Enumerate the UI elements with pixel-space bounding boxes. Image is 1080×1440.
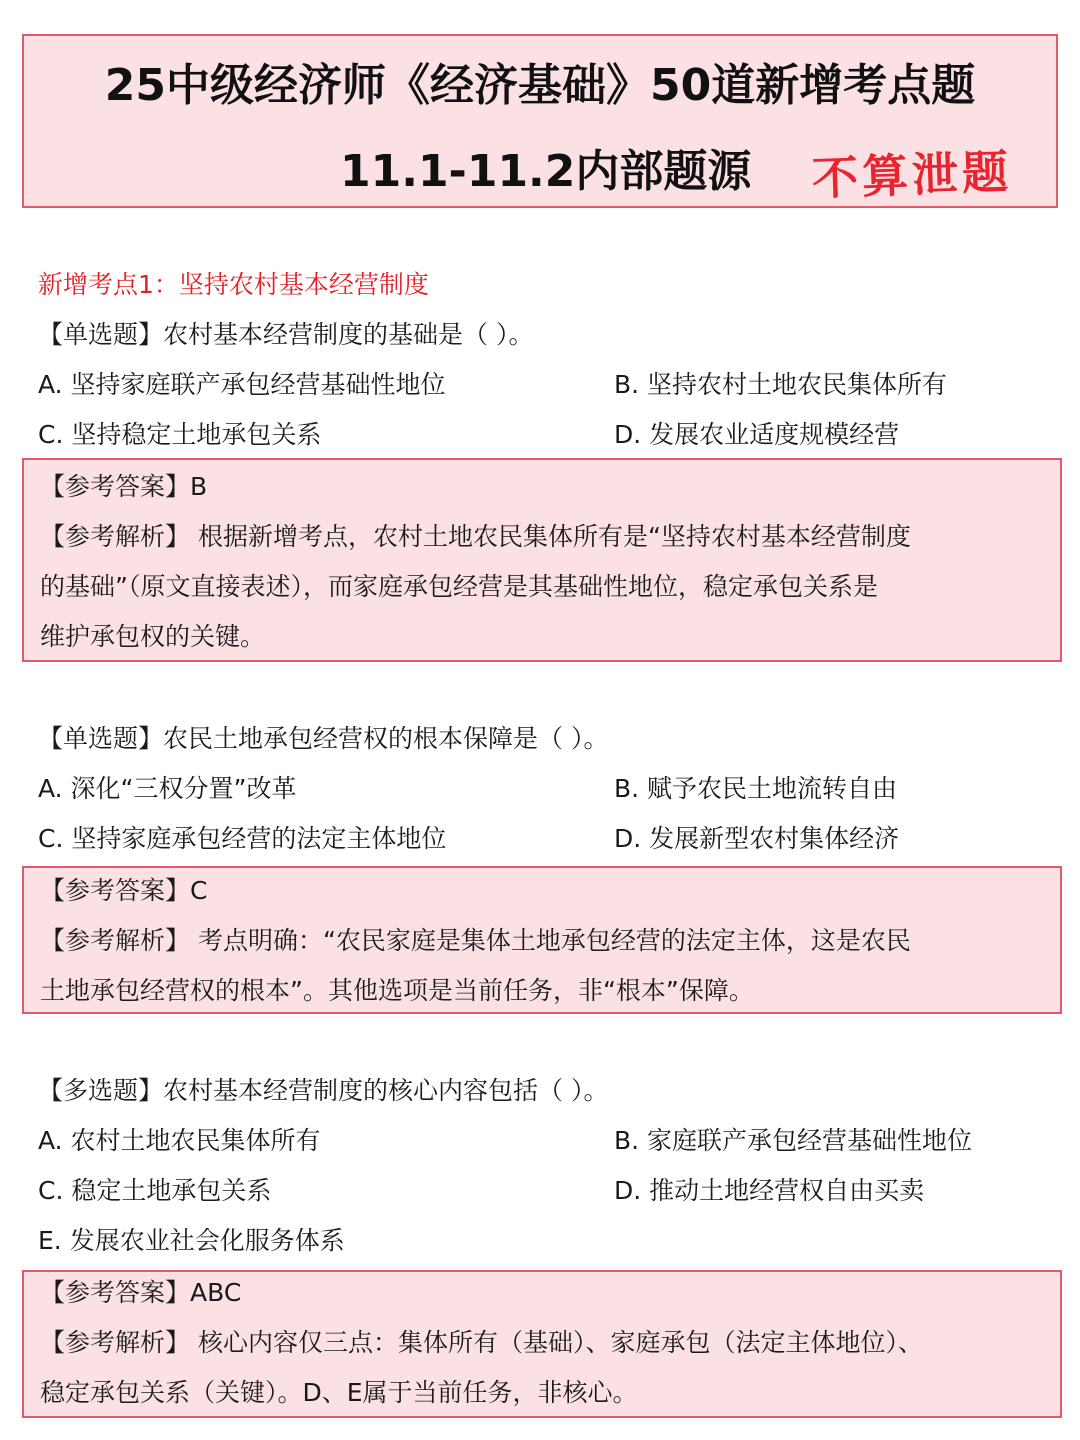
question-2-option-d: D. 发展新型农村集体经济 [614,824,900,853]
question-2-analysis-line-1: 【参考解析】 考点明确：“农民家庭是集体土地承包经营的法定主体，这是农民 [40,926,911,955]
question-3-option-a: A. 农村土地农民集体所有 [38,1126,321,1155]
question-2-option-c: C. 坚持家庭承包经营的法定主体地位 [38,824,447,853]
page-title: 25中级经济师《经济基础》50道新增考点题 [104,60,976,111]
question-1-analysis-line-2: 的基础”（原文直接表述），而家庭承包经营是其基础性地位，稳定承包关系是 [40,572,878,601]
question-2-option-b: B. 赋予农民土地流转自由 [614,774,898,803]
stamp-label: 不算泄题 [811,144,1013,206]
question-2-analysis-line-2: 土地承包经营权的根本”。其他选项是当前任务，非“根本”保障。 [40,976,754,1005]
question-3-analysis-line-1: 【参考解析】 核心内容仅三点：集体所有（基础）、家庭承包（法定主体地位）、 [40,1328,923,1357]
question-2-stem: 【单选题】农民土地承包经营权的根本保障是（ ）。 [38,724,609,753]
question-2-answer: 【参考答案】C [40,876,208,905]
question-1-option-b: B. 坚持农村土地农民集体所有 [614,370,948,399]
question-1-answer-box [22,458,1062,662]
section-heading: 新增考点1：坚持农村基本经营制度 [38,270,429,299]
question-2-answer-box [22,866,1062,1014]
question-2-option-a: A. 深化“三权分置”改革 [38,774,297,803]
question-3-answer: 【参考答案】ABC [40,1278,242,1307]
question-1-option-d: D. 发展农业适度规模经营 [614,420,900,449]
question-1-analysis-line-3: 维护承包权的关键。 [40,622,266,651]
page-subtitle: 11.1-11.2内部题源 [340,146,752,197]
question-3-option-e: E. 发展农业社会化服务体系 [38,1226,345,1255]
question-3-option-b: B. 家庭联产承包经营基础性地位 [614,1126,973,1155]
question-3-option-d: D. 推动土地经营权自由买卖 [614,1176,925,1205]
question-3-answer-box [22,1270,1062,1418]
question-1-option-a: A. 坚持家庭联产承包经营基础性地位 [38,370,446,399]
question-3-analysis-line-2: 稳定承包关系（关键）。D、E属于当前任务，非核心。 [40,1378,638,1407]
question-3-stem: 【多选题】农村基本经营制度的核心内容包括（ ）。 [38,1076,609,1105]
question-1-option-c: C. 坚持稳定土地承包关系 [38,420,322,449]
question-3-option-c: C. 稳定土地承包关系 [38,1176,272,1205]
question-1-stem: 【单选题】农村基本经营制度的基础是（ ）。 [38,320,534,349]
question-1-answer: 【参考答案】B [40,472,208,501]
question-1-analysis-line-1: 【参考解析】 根据新增考点，农村土地农民集体所有是“坚持农村基本经营制度 [40,522,911,551]
